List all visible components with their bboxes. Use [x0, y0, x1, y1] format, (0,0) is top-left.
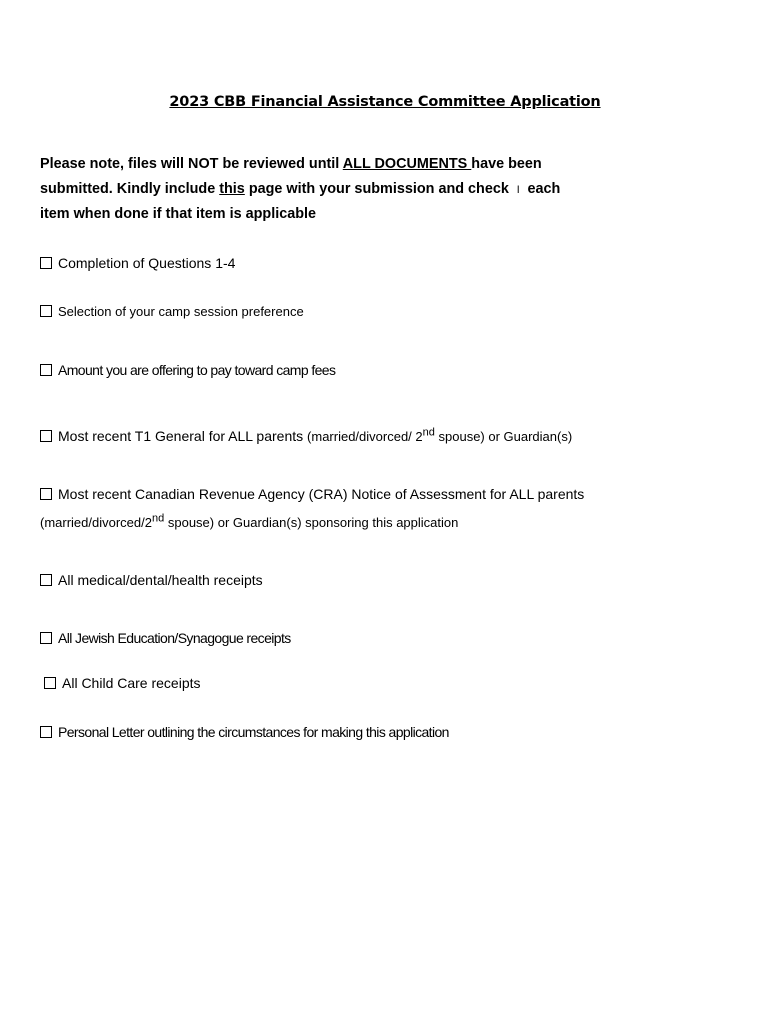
- item-label: Most recent T1 General for ALL parents: [58, 428, 308, 444]
- page-title: 2023 CBB Financial Assistance Committee Application: [169, 94, 601, 110]
- checkbox-icon[interactable]: [40, 364, 52, 376]
- checkbox-icon[interactable]: [44, 677, 56, 689]
- item-label: Personal Letter outlining the circumstances for making this application: [58, 724, 449, 740]
- item-label-detail: spouse) or Guardian(s): [434, 429, 573, 444]
- checkbox-icon[interactable]: [40, 257, 52, 269]
- checkbox-icon[interactable]: [40, 574, 52, 586]
- item-label: Most recent Canadian Revenue Agency (CRA) Notice of Assessment for ALL parents: [58, 486, 585, 502]
- submission-notice: [40, 152, 578, 227]
- item-label: Selection of your camp session preference: [58, 304, 304, 319]
- checklist-item-jewish-education: [40, 630, 291, 646]
- checkbox-icon[interactable]: [40, 305, 52, 317]
- checklist-item-medical: [40, 572, 263, 588]
- checklist-item-cra-continued: [40, 512, 459, 530]
- notice-text-4: each item when done if that item is applicable: [40, 179, 561, 222]
- notice-emphasis: ALL DOCUMENTS: [342, 155, 472, 172]
- checklist-item-session: [40, 304, 304, 319]
- item-label-detail: spouse) or Guardian(s) sponsoring this application: [164, 515, 459, 530]
- notice-text-2: have been submitted. Kindly include: [40, 155, 542, 197]
- checkbox-icon[interactable]: [40, 430, 52, 442]
- item-label: Completion of Questions 1-4: [58, 255, 236, 271]
- item-label-detail: (married/divorced/ 2: [307, 429, 423, 444]
- checklist-item-personal-letter: [40, 724, 449, 740]
- item-label: Amount you are offering to pay toward camp fees: [58, 362, 336, 378]
- notice-text-1: Please note, files will NOT be reviewed until: [40, 155, 343, 172]
- checkbox-icon[interactable]: [40, 726, 52, 738]
- checklist-item-t1: [40, 428, 572, 444]
- item-label: All Jewish Education/Synagogue receipts: [58, 630, 291, 646]
- notice-text-3: page with your submission and check: [244, 179, 513, 197]
- checkbox-icon[interactable]: [40, 632, 52, 644]
- checklist-item-cra: [40, 486, 584, 502]
- checklist-item-questions: [40, 255, 235, 271]
- item-label-detail: (married/divorced/2: [40, 515, 152, 530]
- item-label: All Child Care receipts: [62, 675, 201, 691]
- superscript-nd: nd: [152, 512, 165, 525]
- checklist-item-child-care: [44, 675, 201, 691]
- checklist-item-amount: [40, 362, 335, 378]
- notice-this: this: [219, 179, 245, 197]
- item-label: All medical/dental/health receipts: [58, 572, 263, 588]
- checkbox-icon[interactable]: [40, 488, 52, 500]
- superscript-nd: nd: [422, 426, 435, 439]
- tick-mark: I: [516, 183, 520, 196]
